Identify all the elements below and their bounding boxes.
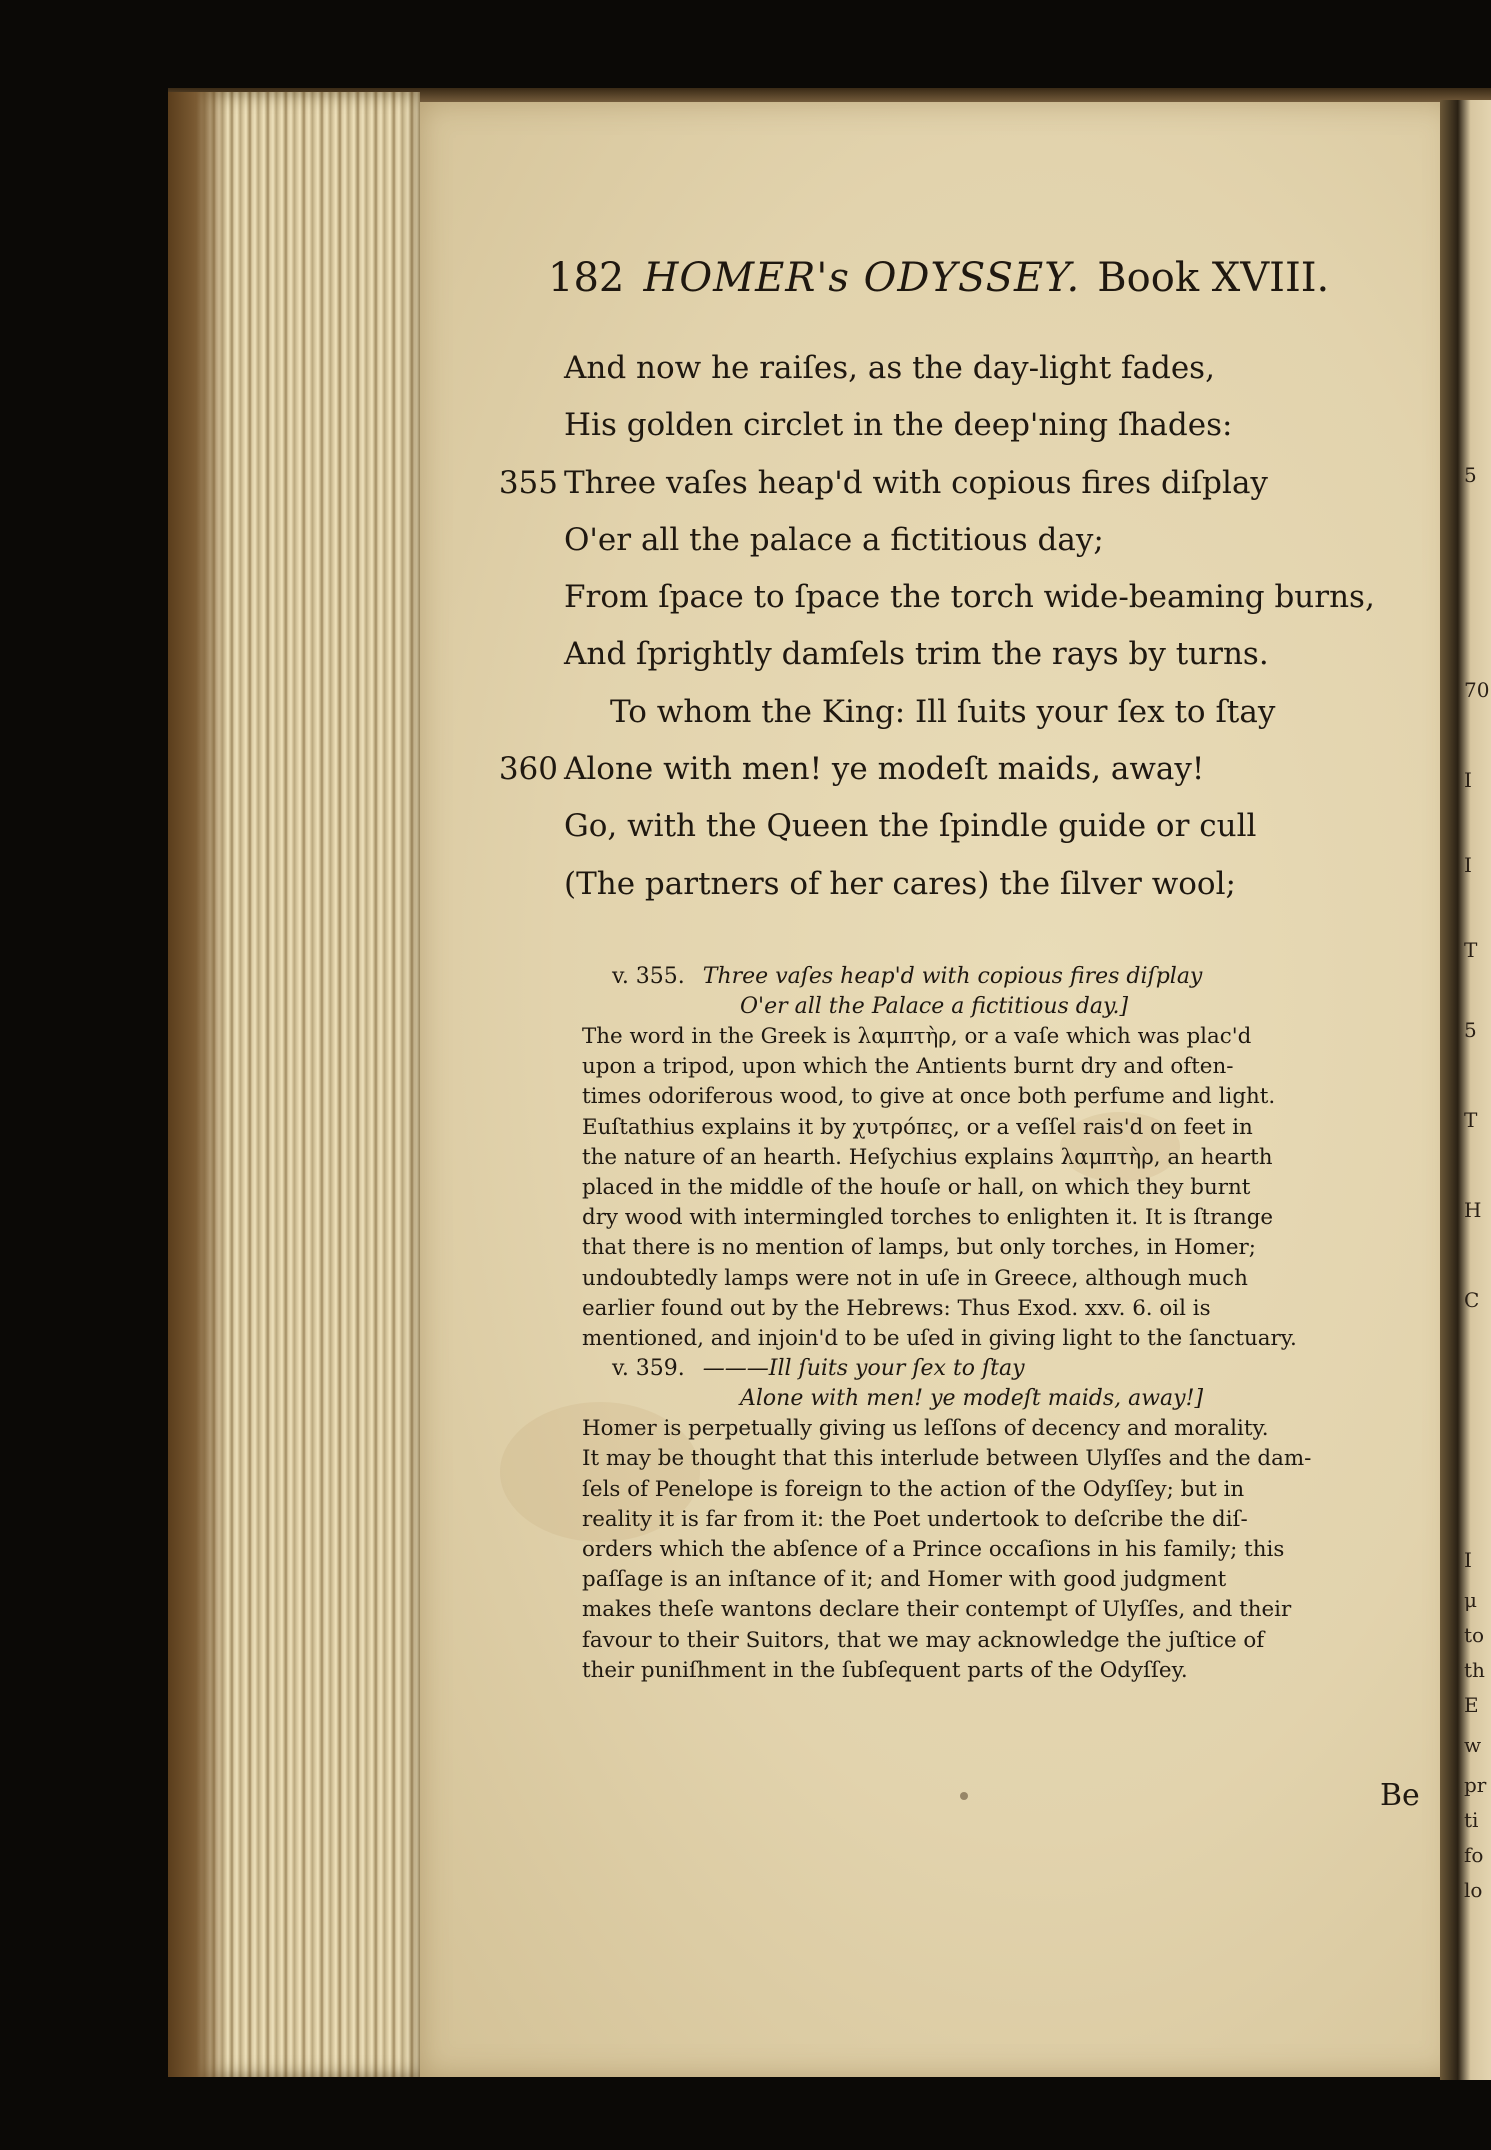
poem-line-text: And now he raiſes, as the day-light fades, [564, 350, 1215, 386]
note-line: that there is no mention of lamps, but only torches, in Homer; [582, 1235, 1256, 1261]
note-reference: v. 355. [612, 964, 685, 989]
facing-page-fragment [1462, 120, 1491, 2070]
facing-page-glyph: to [1464, 1623, 1485, 1647]
facing-page-glyph: T [1464, 1108, 1478, 1132]
poem-line [498, 512, 1398, 569]
page-number: 182 [548, 255, 625, 301]
note-line: dry wood with intermingled torches to enlighten it. It is ſtrange [582, 1205, 1274, 1231]
running-header [548, 255, 1408, 315]
facing-page-glyph: I [1464, 768, 1472, 792]
poem-line-text: Go, with the Queen the ſpindle guide or cull [564, 808, 1257, 845]
facing-page-glyph: H [1464, 1198, 1482, 1222]
note-quote: ———Ill ſuits your ſex to ſtay [702, 1356, 1025, 1382]
facing-page-glyph: μ [1464, 1588, 1477, 1612]
note-line: Homer is perpetually giving us leſſons of decency and morality. [582, 1416, 1269, 1442]
facing-page-glyph: w [1464, 1733, 1482, 1757]
note-line: Euſtathius explains it by χυτρόπες, or a veſſel rais'd on feet in [582, 1114, 1253, 1140]
note-heading-continued [582, 1384, 1412, 1414]
note-line: orders which the abſence of a Prince occaſions in his family; this [582, 1537, 1285, 1563]
note-line: times odoriferous wood, to give at once both perfume and light. [582, 1084, 1276, 1110]
poem-line-text: To whom the King: Ill ſuits your ſex to ſtay [610, 693, 1276, 730]
poem-line-text: Alone with men! ye modeſt maids, away! [564, 751, 1205, 788]
facing-page-glyph: ti [1464, 1808, 1479, 1832]
poem-line-text: O'er all the palace a fictitious day; [564, 521, 1104, 558]
poem-line [498, 626, 1398, 683]
note-body [582, 1414, 1412, 1686]
line-number: 360 [498, 751, 558, 788]
note-line: paſſage is an inſtance of it; and Homer with good judgment [582, 1567, 1227, 1593]
poem-line [498, 455, 1398, 512]
poem-line-text: Three vaſes heap'd with copious fires diſplay [564, 464, 1268, 501]
facing-page-glyph: th [1464, 1658, 1485, 1682]
note-line: their puniſhment in the ſubſequent parts of the Odyſſey. [582, 1657, 1188, 1683]
line-number: 355 [498, 464, 558, 501]
book-label: Book XVIII. [1097, 255, 1330, 301]
note-line: the nature of an hearth. Heſychius explains λαμπτὴρ, an hearth [582, 1144, 1273, 1170]
facing-page-glyph: C [1464, 1288, 1480, 1312]
facing-page-glyph: fo [1464, 1843, 1484, 1867]
note-quote: Alone with men! ye modeſt maids, away!] [740, 1386, 1204, 1412]
note-line: earlier found out by the Hebrews: Thus Exod. xxv. 6. oil is [582, 1295, 1211, 1321]
facing-page-glyph: pr [1464, 1773, 1487, 1797]
poem-line [498, 684, 1398, 741]
facing-page-glyph: 5 [1464, 1018, 1477, 1042]
note-line: reality it is far from it: the Poet undertook to deſcribe the diſ- [582, 1506, 1248, 1532]
binding-cover-edge [168, 92, 228, 2077]
note-line: It may be thought that this interlude between Ulyſſes and the dam- [582, 1446, 1312, 1472]
poem-line-text: And ſprightly damſels trim the rays by turns. [564, 636, 1269, 673]
catchword: Be [1380, 1778, 1420, 1813]
note-heading [582, 962, 1412, 992]
note-quote: O'er all the Palace a fictitious day.] [740, 994, 1129, 1019]
poem-line-text: From ſpace to ſpace the torch wide-beaming burns, [564, 579, 1375, 616]
poem-line [498, 741, 1398, 798]
note-quote: Three vaſes heap'd with copious fires diſplay [702, 964, 1203, 989]
note-heading-continued [582, 992, 1412, 1022]
facing-page-glyph: T [1464, 938, 1478, 962]
note-line: The word in the Greek is λαμπτὴρ, or a vaſe which was plac'd [582, 1024, 1252, 1049]
poem-line [498, 569, 1398, 626]
poem-line-text: His golden circlet in the deep'ning ſhades: [564, 407, 1233, 444]
note-line: makes theſe wantons declare their contempt of Ulyſſes, and their [582, 1597, 1292, 1623]
poem-line [498, 340, 1398, 397]
note-line: placed in the middle of the houſe or hall, on which they burnt [582, 1175, 1251, 1201]
facing-page-glyph: I [1464, 853, 1472, 877]
poem-line [498, 856, 1398, 913]
facing-page-glyph: lo [1464, 1878, 1483, 1902]
note-line: favour to their Suitors, that we may acknowledge the juſtice of [582, 1627, 1265, 1653]
note-line: mentioned, and injoin'd to be uſed in giving light to the ſanctuary. [582, 1326, 1297, 1352]
note-reference: v. 359. [612, 1356, 685, 1382]
note-line: upon a tripod, upon which the Antients burnt dry and often- [582, 1054, 1234, 1080]
footnotes [582, 962, 1412, 1686]
note-line: undoubtedly lamps were not in uſe in Greece, although much [582, 1265, 1248, 1291]
poem-line-text: (The partners of her cares) the ſilver wool; [564, 865, 1236, 902]
poem-line [498, 798, 1398, 855]
note-line: ſels of Penelope is foreign to the action of the Odyſſey; but in [582, 1476, 1245, 1502]
note-body [582, 1022, 1412, 1354]
facing-page-glyph: I [1464, 1548, 1472, 1572]
note-heading [582, 1354, 1412, 1384]
poem-text [498, 340, 1398, 913]
facing-page-glyph: E [1464, 1693, 1479, 1717]
poem-line [498, 397, 1398, 454]
facing-page-glyph: 5 [1464, 463, 1477, 487]
facing-page-glyph: 70 [1464, 678, 1490, 702]
running-title: HOMER's ODYSSEY. [643, 255, 1081, 301]
